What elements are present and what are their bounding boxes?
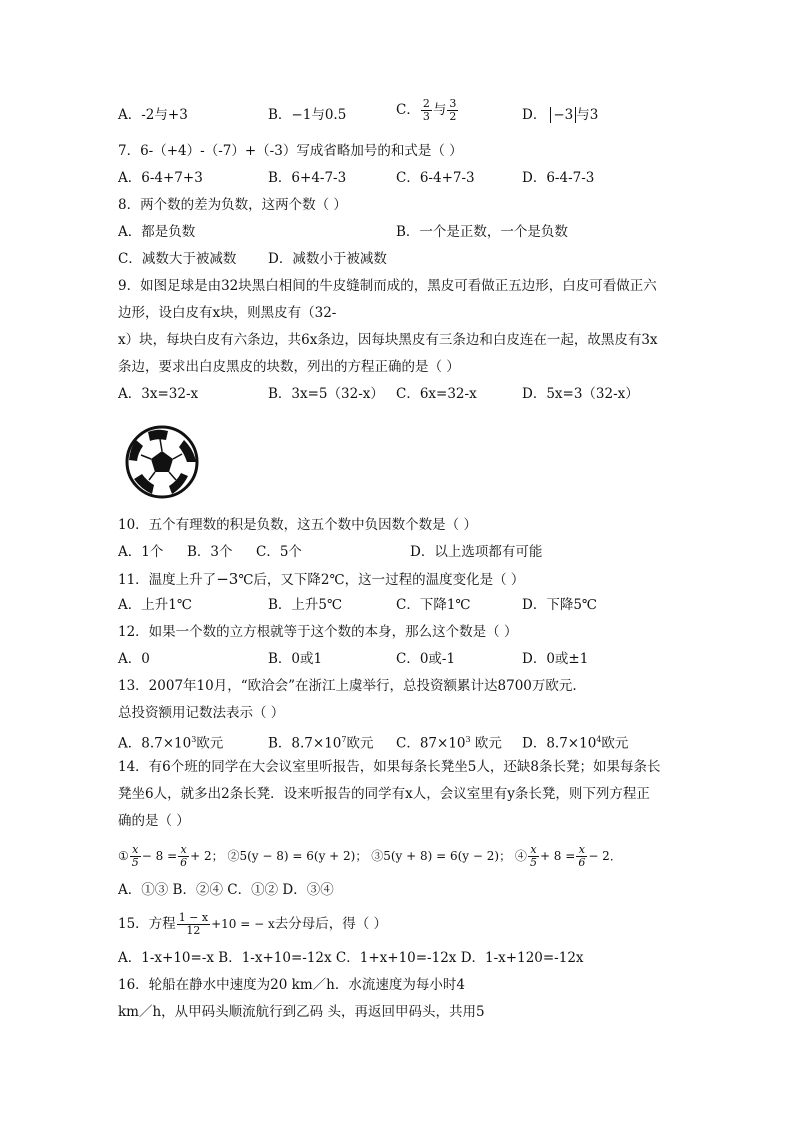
q15-stem-before: 15．方程 [118,916,176,932]
q12-option-b: B．0或1 [268,651,323,667]
q9-option-a: A．3x=32-x [118,386,199,402]
fraction [178,844,189,869]
numerator: 1 − x [178,911,209,924]
q14-stem-line2: 凳坐6人，就多出2条长凳．设来听报告的同学有x人，会议室里有y条长凳，则下列方程正 [118,786,650,802]
q15-stem-mid: +10 = − x [211,917,275,931]
q13-stem-line1: 13．2007年10月，“欧洽会”在浙江上虞举行，总投资额累计达8700万欧元. [118,678,577,694]
q9-stem-line4: 条边，要求出白皮黑皮的块数，列出的方程正确的是（ ） [118,359,460,375]
fraction [130,844,141,869]
fraction [421,98,432,123]
q16-stem-line1: 16．轮船在静水中速度为20 km／h．水流速度为每小时4 [118,977,465,993]
q7-option-b: B．6+4-7-3 [268,170,347,186]
equation-text: − 8 = [141,849,178,863]
equation-marker: ④ [514,849,527,863]
exponent: 4 [596,735,602,744]
denominator: 6 [180,856,188,869]
exponent: 7 [341,735,347,744]
q8-option-d: D．减数小于被减数 [268,251,387,267]
q11-option-d: D．下降5℃ [522,597,598,613]
equation-2: ②5(y − 8) = 6(y + 2)； [227,849,368,863]
q6-option-a: A．-2与+3 [118,107,188,123]
q6-option-b: B．−1与0.5 [268,107,347,123]
q9-option-b: B．3x=5（32-x） [268,386,384,402]
q12-option-a: A．0 [118,651,150,667]
q8-option-b: B．一个是正数，一个是负数 [396,224,568,240]
denominator: 12 [186,924,201,937]
option-base: C．87×10 [396,735,466,752]
q9-option-d: D．5x=3（32-x） [522,386,639,402]
q7-stem: 7．6-（+4）-（-7）+（-3）写成省略加号的和式是（ ） [118,143,463,159]
equation-text: + 8 = [539,849,576,863]
q7-option-c: C．6-4+7-3 [396,170,475,186]
q6-option-d [522,106,598,124]
q9-stem-line2: 边形，设白皮有x块，则黑皮有（32- [118,305,337,321]
denominator: 6 [578,856,586,869]
option-base: A．8.7×10 [118,735,192,752]
q8-option-c: C．减数大于被减数 [118,251,237,267]
q11-stem-before: 11．温度上升了 [118,572,217,588]
q11-option-a: A．上升1℃ [118,597,192,613]
numerator: x [528,844,539,857]
q11-stem-value: −3 [216,570,239,588]
soccer-ball-icon [124,424,200,500]
option-base: B．8.7×10 [268,735,342,752]
q8-option-a: A．都是负数 [118,224,196,240]
exponent: 3 [191,735,197,744]
exponent: 3 [465,735,471,744]
q14-options: A．①③ B．②④ C．①② D．③④ [118,882,334,898]
option-base: D．8.7×10 [522,735,597,752]
q15-stem-after: 去分母后，得（ ） [274,916,388,932]
denominator: 5 [131,856,139,869]
q8-stem: 8．两个数的差为负数，这两个数（ ） [118,197,347,213]
q13-option-d [522,731,628,753]
q12-stem: 12．如果一个数的立方根就等于这个数的本身，那么这个数是（ ） [118,624,518,640]
q10-option-a: A．1个 [118,544,164,560]
option-unit: 欧元 [470,735,502,752]
fraction [528,844,539,869]
equation-3: ③5(y + 8) = 6(y − 2)； [371,849,512,863]
fraction [576,844,587,869]
q11-option-c: C．下降1℃ [396,597,471,613]
q11-stem [118,570,524,589]
q9-stem-line3: x）块，每块白皮有六条边，共6x条边，因每块黑皮有三条边和白皮连在一起，故黑皮有3x [118,332,658,348]
equation-text: − 2． [588,849,622,863]
equation-text: + 2； [190,849,224,863]
absolute-value: −3 [550,107,576,123]
q14-equations [118,844,622,869]
q6-option-c [396,98,459,123]
q16-stem-line2: km／h，从甲码头顺流航行到乙码 头，再返回甲码头，共用5 [118,1004,485,1020]
q12-option-c: C．0或-1 [396,651,456,667]
numerator: 3 [449,97,457,110]
fraction [447,98,458,123]
q10-stem: 10．五个有理数的积是负数，这五个数中负因数个数是（ ） [118,517,477,533]
q13-option-c [396,731,502,753]
q13-stem-line2: 总投资额用记数法表示（ ） [118,705,285,721]
q15-stem [118,912,387,937]
q15-options: A．1-x+10=-x B．1-x+10=-12x C．1+x+10=-12x D．1-x+120=-12x [118,950,584,966]
numerator: x [130,844,141,857]
q13-option-a [118,731,223,753]
q14-stem-line1: 14．有6个班的同学在大会议室里听报告，如果每条长凳坐5人，还缺8条长凳；如果每条长 [118,759,661,775]
option-unit: 欧元 [601,735,629,752]
q13-option-b [268,731,373,753]
denominator: 5 [529,856,537,869]
q11-stem-after: ℃后，又下降2℃，这一过程的温度变化是（ ） [238,572,525,588]
q6-option-c-label: C． [396,102,420,118]
q11-option-b: B．上升5℃ [268,597,343,613]
option-unit: 欧元 [196,735,224,752]
denominator: 3 [422,110,430,123]
q7-option-a: A．6-4+7+3 [118,170,203,186]
q6-option-d-suffix: 与3 [576,107,599,123]
q7-option-d: D．6-4-7-3 [522,170,595,186]
denominator: 2 [449,110,457,123]
q14-stem-line3: 确的是（ ） [118,813,190,829]
q12-option-d: D．0或±1 [522,651,589,667]
numerator: x [576,844,587,857]
q9-option-c: C．6x=32-x [396,386,477,402]
q6-option-d-label: D． [522,107,547,123]
q10-option-b: B．3个 [187,544,233,560]
numerator: 2 [422,97,430,110]
q6-option-c-mid: 与 [432,102,447,118]
q9-stem-line1: 9．如图足球是由32块黑白相间的牛皮缝制而成的，黑皮可看做正五边形，白皮可看做正六 [118,278,657,294]
option-unit: 欧元 [346,735,374,752]
equation-marker: ① [118,849,129,863]
numerator: x [178,844,189,857]
q10-option-c: C．5个 [256,544,302,560]
q10-option-d: D．以上选项都有可能 [410,544,543,560]
fraction [177,912,210,937]
